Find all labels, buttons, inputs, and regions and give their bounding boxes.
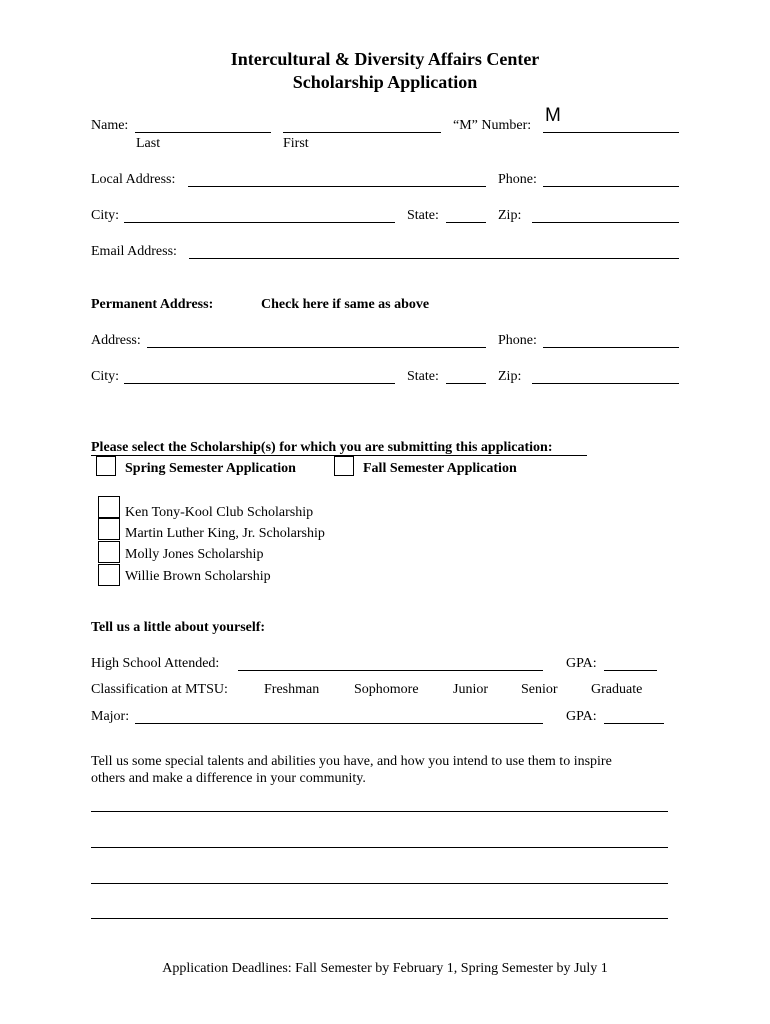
major-gpa-field[interactable] <box>604 723 664 724</box>
high-school-field[interactable] <box>238 670 543 671</box>
application-deadlines: Application Deadlines: Fall Semester by February 1, Spring Semester by July 1 <box>162 961 608 976</box>
local-zip-field[interactable] <box>532 222 679 223</box>
local-address-field[interactable] <box>188 186 486 187</box>
scholarship-checkbox-mlk[interactable] <box>98 518 120 540</box>
scholarship-item-willie-brown: Willie Brown Scholarship <box>125 569 271 584</box>
local-phone-label: Phone: <box>498 172 537 187</box>
high-school-gpa-label: GPA: <box>566 656 597 671</box>
major-label: Major: <box>91 709 130 724</box>
m-number-prefix: M <box>545 105 561 126</box>
fall-semester-label: Fall Semester Application <box>363 461 517 476</box>
email-label: Email Address: <box>91 244 177 259</box>
classification-freshman[interactable]: Freshman <box>264 682 320 697</box>
talents-answer-line-1[interactable] <box>91 811 668 812</box>
major-gpa-label: GPA: <box>566 709 597 724</box>
m-number-field[interactable] <box>543 132 679 133</box>
form-title: Intercultural & Diversity Affairs Center <box>230 49 540 69</box>
permanent-address-field[interactable] <box>147 347 486 348</box>
scholarship-checkbox-willie-brown[interactable] <box>98 564 120 586</box>
first-name-caption: First <box>283 136 309 151</box>
scholarship-checkbox-ken-tony-kool[interactable] <box>98 496 120 518</box>
talents-answer-line-2[interactable] <box>91 847 668 848</box>
classification-graduate[interactable]: Graduate <box>591 682 643 697</box>
permanent-address-heading: Permanent Address: <box>91 297 214 312</box>
local-address-label: Local Address: <box>91 172 176 187</box>
talents-answer-line-4[interactable] <box>91 918 668 919</box>
talents-prompt-line1: Tell us some special talents and abilities you have, and how you intend to use them to inspire <box>91 754 612 769</box>
first-name-field[interactable] <box>283 132 441 133</box>
high-school-label: High School Attended: <box>91 656 220 671</box>
local-zip-label: Zip: <box>498 208 522 223</box>
same-as-above-label[interactable]: Check here if same as above <box>261 297 430 312</box>
scholarship-item-mlk: Martin Luther King, Jr. Scholarship <box>125 526 325 541</box>
last-name-caption: Last <box>136 136 161 151</box>
name-label: Name: <box>91 118 129 133</box>
permanent-address-label: Address: <box>91 333 141 348</box>
classification-sophomore[interactable]: Sophomore <box>354 682 419 697</box>
spring-semester-label: Spring Semester Application <box>125 461 296 476</box>
permanent-city-field[interactable] <box>124 383 395 384</box>
local-city-label: City: <box>91 208 120 223</box>
major-field[interactable] <box>135 723 543 724</box>
permanent-city-label: City: <box>91 369 120 384</box>
scholarship-item-molly-jones: Molly Jones Scholarship <box>125 547 264 562</box>
fall-semester-checkbox[interactable] <box>334 456 354 476</box>
spring-semester-checkbox[interactable] <box>96 456 116 476</box>
talents-prompt-line2: others and make a difference in your community. <box>91 771 366 786</box>
m-number-label: “M” Number: <box>453 118 532 133</box>
scholarship-checkbox-molly-jones[interactable] <box>98 541 120 563</box>
permanent-state-label: State: <box>407 369 439 384</box>
permanent-zip-field[interactable] <box>532 383 679 384</box>
permanent-zip-label: Zip: <box>498 369 522 384</box>
classification-label: Classification at MTSU: <box>91 682 228 697</box>
local-phone-field[interactable] <box>543 186 679 187</box>
permanent-phone-field[interactable] <box>543 347 679 348</box>
about-heading: Tell us a little about yourself: <box>91 620 266 635</box>
permanent-phone-label: Phone: <box>498 333 537 348</box>
form-subtitle: Scholarship Application <box>292 72 478 92</box>
local-city-field[interactable] <box>124 222 395 223</box>
talents-answer-line-3[interactable] <box>91 883 668 884</box>
scholarship-prompt: Please select the Scholarship(s) for which you are submitting this application: <box>91 440 553 455</box>
last-name-field[interactable] <box>135 132 271 133</box>
email-field[interactable] <box>189 258 679 259</box>
classification-senior[interactable]: Senior <box>521 682 558 697</box>
local-state-label: State: <box>407 208 439 223</box>
local-state-field[interactable] <box>446 222 486 223</box>
scholarship-item-ken-tony-kool: Ken Tony-Kool Club Scholarship <box>125 505 314 520</box>
classification-junior[interactable]: Junior <box>453 682 488 697</box>
permanent-state-field[interactable] <box>446 383 486 384</box>
high-school-gpa-field[interactable] <box>604 670 657 671</box>
